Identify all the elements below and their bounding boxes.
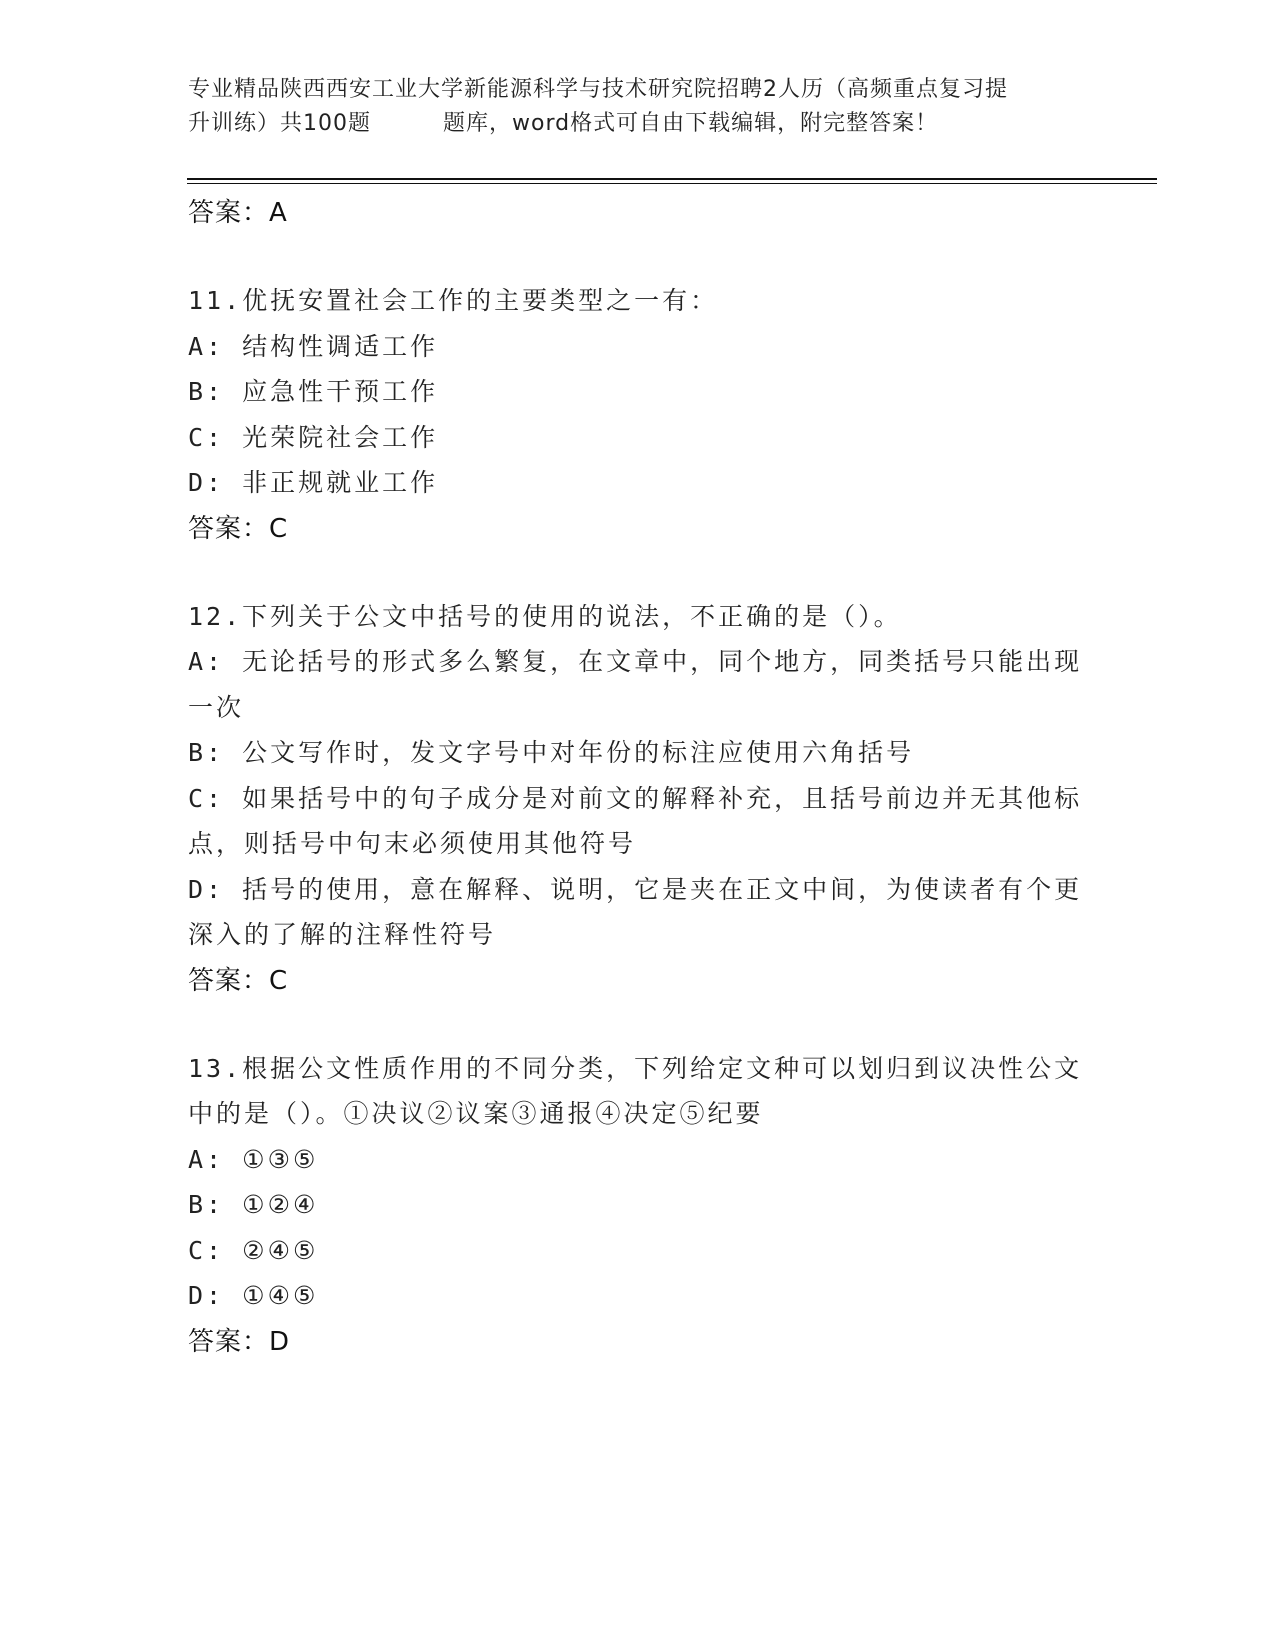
option-b: B: 公文写作时，发文字号中对年份的标注应使用六角括号 [188,738,915,767]
option-d: D: ①④⑤ [188,1281,319,1310]
question-12 [188,594,1088,1004]
option-a: A: 结构性调适工作 [188,331,439,361]
question-stem: 13.根据公文性质作用的不同分类，下列给定文种可以划归到议决性公文中的是（）。①决议②议案③通报④决定⑤纪要 [188,1053,1083,1128]
header-title-part-1: 升训练）共100题 [188,111,371,136]
answer: 答案：D [188,1326,291,1357]
header-rule-thin [187,183,1157,184]
question-list [188,190,1088,1365]
option-c: C: 如果括号中的句子成分是对前文的解释补充，且括号前边并无其他标点，则括号中句末必须使用其他符号 [188,783,1083,858]
header-title-line-1: 专业精品陕西西安工业大学新能源科学与技术研究院招聘2人历（高频重点复习提 [188,77,1008,102]
option-c: C: ②④⑤ [188,1235,319,1265]
header-title-part-2: 题库，word格式可自由下载编辑，附完整答案！ [443,111,939,136]
question-11 [188,278,1088,552]
question-stem: 12.下列关于公文中括号的使用的说法，不正确的是（）。 [188,601,902,631]
option-c: C: 光荣院社会工作 [188,422,439,452]
question-13 [188,1046,1088,1365]
header-rule-thick [187,178,1157,180]
option-b: B: ①②④ [188,1190,319,1219]
header-title-line-2 [188,107,1088,141]
page-header [188,73,1088,141]
previous-answer: 答案：A [188,198,288,228]
answer: 答案：C [188,513,289,544]
option-b: B: 应急性干预工作 [188,377,439,406]
option-d: D: 非正规就业工作 [188,468,439,497]
answer: 答案：C [188,965,289,996]
option-d: D: 括号的使用，意在解释、说明，它是夹在正文中间，为使读者有个更深入的了解的注释性符号 [188,874,1083,949]
option-a: A: 无论括号的形式多么繁复，在文章中，同个地方，同类括号只能出现一次 [188,647,1083,722]
option-a: A: ①③⑤ [188,1144,319,1174]
question-stem: 11.优抚安置社会工作的主要类型之一有： [188,286,719,315]
